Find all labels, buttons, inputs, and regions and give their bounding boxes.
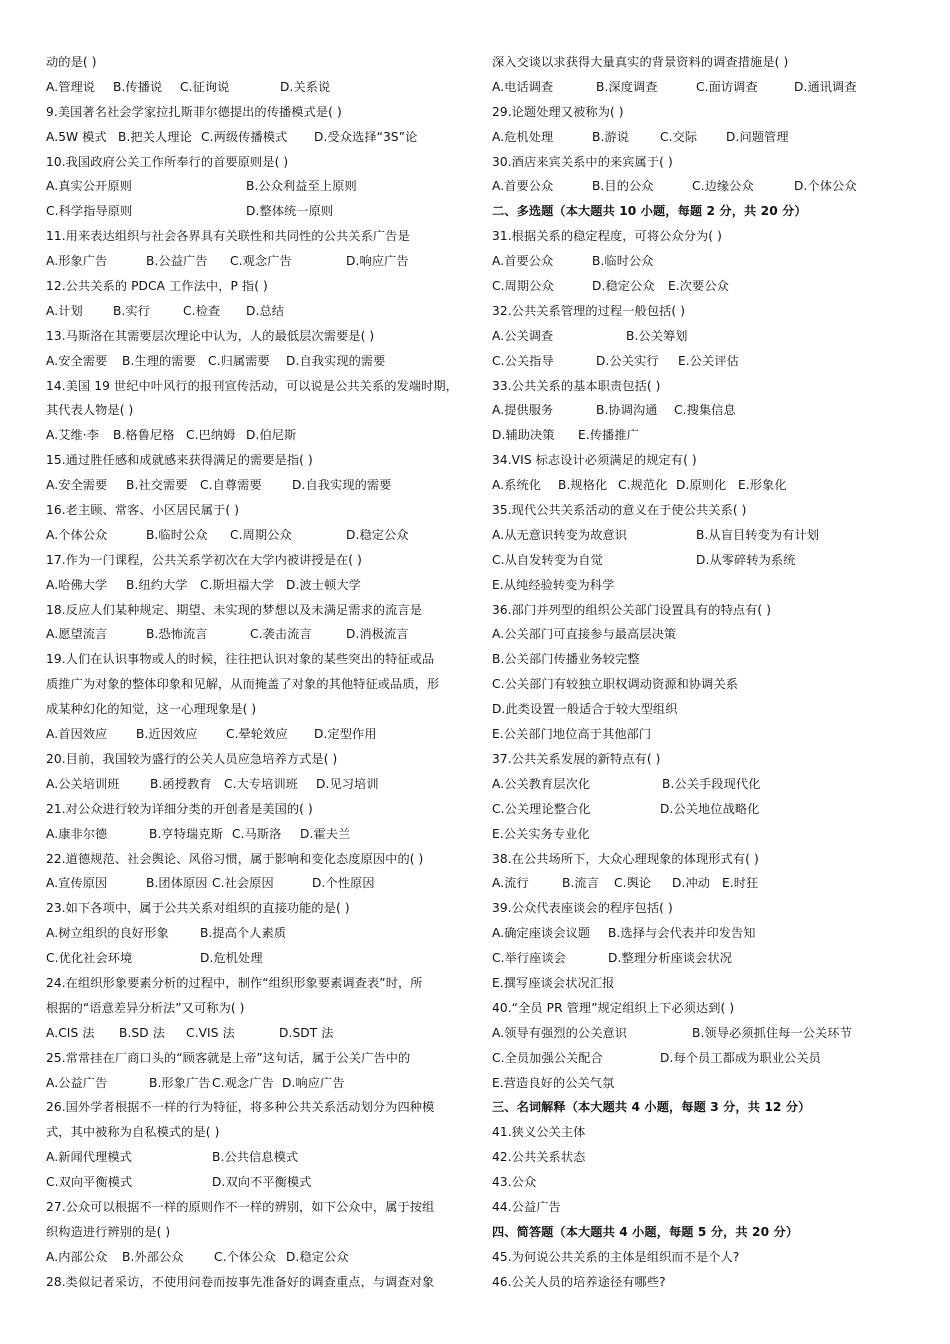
answer-option: E.次要公众: [668, 279, 729, 294]
answer-option: A.首要公众: [492, 179, 554, 194]
question-text-line: [46, 697, 470, 722]
line-text: 29.论题处理又被称为( ): [492, 104, 624, 119]
line-text: 动的是( ): [46, 55, 97, 69]
answer-option: B.把关人理论: [118, 129, 192, 144]
question-text-line: [492, 50, 916, 75]
line-text: 34.VIS 标志设计必须满足的规定有( ): [492, 453, 697, 468]
line-text: 42.公共关系状态: [492, 1150, 586, 1165]
answer-option: D.个体公众: [794, 179, 857, 194]
line-text: A.公关部门可直接参与最高层决策: [492, 627, 677, 642]
answer-option: C.个体公众: [214, 1249, 276, 1264]
line-text: 20.目前，我国较为盛行的公关人员应急培养方式是( ): [46, 751, 338, 766]
answer-option: E.形象化: [738, 478, 787, 493]
answer-option: A.艾维·李: [46, 428, 100, 443]
line-text: 19.人们在认识事物或人的时候，往往把认识对象的某些突出的特征或品: [46, 652, 435, 667]
line-text: 其代表人物是( ): [46, 403, 134, 418]
question-text-line: [492, 573, 916, 598]
answer-option: C.归属需要: [208, 353, 270, 368]
answer-option: A.5W 模式: [46, 129, 107, 144]
answer-option: C.交际: [660, 129, 698, 144]
answer-option: A.计划: [46, 303, 83, 318]
answer-option: C.斯坦福大学: [200, 577, 275, 592]
answer-option: B.公关手段现代化: [662, 776, 761, 791]
answer-option: A.CIS 法: [46, 1025, 95, 1040]
answer-option: B.流言: [562, 876, 600, 891]
answer-option: C.观念广告: [212, 1075, 274, 1090]
answer-option: A.新闻代理模式: [46, 1150, 132, 1165]
section-heading: [492, 1220, 916, 1245]
line-text: 式，其中被称为自私模式的是( ): [46, 1125, 220, 1140]
line-text: E.撰写座谈会状况汇报: [492, 975, 615, 990]
question-text-line: [46, 797, 470, 822]
answer-option: B.规格化: [558, 478, 608, 493]
question-text-line: [492, 299, 916, 324]
answer-option: B.公众利益至上原则: [246, 179, 357, 194]
line-text: 46.公关人员的培养途径有哪些?: [492, 1274, 666, 1289]
question-text-line: [492, 647, 916, 672]
answer-option: C.举行座谈会: [492, 951, 567, 966]
question-text-line: [492, 374, 916, 399]
line-text: 13.马斯洛在其需要层次理论中认为，人的最低层次需要是( ): [46, 328, 375, 343]
line-text: 四、简答题（本大题共 4 小题，每题 5 分，共 20 分）: [492, 1224, 799, 1239]
question-text-line: [492, 822, 916, 847]
line-text: 27.公众可以根据不一样的原则作不一样的辨别，如下公众中，属于按组: [46, 1199, 435, 1214]
answer-option: D.原则化: [676, 478, 727, 493]
option-row: [46, 871, 470, 896]
line-text: 40.“全员 PR 管理”规定组织上下必须达到( ): [492, 1000, 735, 1015]
option-row: [46, 349, 470, 374]
section-heading: [492, 199, 916, 224]
line-text: 41.狭义公关主体: [492, 1125, 586, 1140]
answer-option: B.函授教育: [150, 776, 212, 791]
answer-option: B.游说: [592, 129, 630, 144]
line-text: 16.老主顾、常客、小区居民属于( ): [46, 503, 240, 518]
question-text-line: [492, 1071, 916, 1096]
option-row: [46, 822, 470, 847]
question-text-line: [492, 996, 916, 1021]
answer-option: B.亨特瑞克斯: [149, 826, 223, 841]
option-row: [492, 125, 916, 150]
answer-option: A.康非尔德: [46, 826, 108, 841]
answer-option: D.辅助决策: [492, 428, 555, 443]
answer-option: B.实行: [113, 303, 151, 318]
answer-option: D.个性原因: [312, 876, 375, 891]
line-text: 30.酒店来宾关系中的来宾属于( ): [492, 154, 673, 169]
answer-option: A.公关调查: [492, 328, 554, 343]
line-text: 35.现代公共关系活动的意义在于使公共关系( ): [492, 503, 747, 518]
question-text-line: [46, 498, 470, 523]
question-text-line: [492, 1120, 916, 1145]
line-text: 36.部门并列型的组织公关部门设置具有的特点有( ): [492, 602, 772, 617]
answer-option: C.公关理论整合化: [492, 801, 591, 816]
question-text-line: [46, 1120, 470, 1145]
option-row: [46, 473, 470, 498]
line-text: 32.公共关系管理的过程一般包括( ): [492, 303, 686, 318]
option-row: [46, 423, 470, 448]
option-row: [46, 921, 470, 946]
option-row: [492, 871, 916, 896]
answer-option: C.公关指导: [492, 353, 554, 368]
question-text-line: [46, 224, 470, 249]
line-text: E.营造良好的公关气氛: [492, 1075, 615, 1090]
answer-option: D.消极流言: [346, 627, 409, 642]
question-text-line: [492, 1170, 916, 1195]
option-row: [46, 1170, 470, 1195]
line-text: 45.为何说公共关系的主体是组织而不是个人?: [492, 1249, 740, 1264]
line-text: 26.国外学者根据不一样的行为特征，将多种公共关系活动划分为四种模: [46, 1100, 435, 1115]
line-text: 18.反应人们某种规定、期望、未实现的梦想以及未满足需求的流言是: [46, 602, 423, 617]
option-row: [492, 921, 916, 946]
option-row: [46, 1145, 470, 1170]
answer-option: B.公关筹划: [626, 328, 688, 343]
answer-option: A.领导有强烈的公关意识: [492, 1025, 628, 1040]
line-text: C.公关部门有较独立职权调动资源和协调关系: [492, 677, 739, 692]
answer-option: D.每个员工都成为职业公关员: [660, 1050, 821, 1065]
answer-option: A.危机处理: [492, 129, 554, 144]
answer-option: D.问题管理: [726, 129, 789, 144]
question-text-line: [46, 1220, 470, 1245]
answer-option: D.双向不平衡模式: [212, 1175, 312, 1190]
answer-option: C.观念广告: [230, 254, 292, 269]
answer-option: A.流行: [492, 876, 529, 891]
line-text: 37.公共关系发展的新特点有( ): [492, 751, 661, 766]
answer-option: B.深度调查: [596, 79, 658, 94]
answer-option: D.公关地位战略化: [660, 801, 760, 816]
answer-option: B.传播说: [113, 79, 163, 94]
answer-option: D.关系说: [280, 79, 331, 94]
answer-option: B.协调沟通: [596, 403, 658, 418]
answer-option: C.边缘公众: [692, 179, 754, 194]
question-text-line: [46, 100, 470, 125]
answer-option: B.选择与会代表并印发告知: [608, 926, 756, 941]
option-row: [46, 75, 470, 100]
option-row: [46, 622, 470, 647]
answer-option: A.安全需要: [46, 478, 108, 493]
answer-option: C.VIS 法: [186, 1025, 235, 1040]
line-text: 31.根据关系的稳定程度，可将公众分为( ): [492, 229, 722, 244]
question-text-line: [46, 1046, 470, 1071]
answer-option: C.搜集信息: [674, 403, 736, 418]
answer-option: C.面访调查: [696, 79, 758, 94]
answer-option: C.全员加强公关配合: [492, 1050, 603, 1065]
answer-option: A.公关教育层次化: [492, 776, 591, 791]
option-row: [492, 1046, 916, 1071]
answer-option: D.响应广告: [346, 254, 409, 269]
answer-option: C.双向平衡模式: [46, 1175, 133, 1190]
question-text-line: [492, 672, 916, 697]
answer-option: C.晕轮效应: [226, 727, 288, 742]
option-row: [492, 772, 916, 797]
question-text-line: [492, 598, 916, 623]
line-text: 二、多选题（本大题共 10 小题，每题 2 分，共 20 分）: [492, 204, 807, 219]
question-text-line: [492, 1195, 916, 1220]
line-text: 11.用来表达组织与社会各界具有关联性和共同性的公共关系广告是: [46, 229, 410, 244]
answer-option: A.系统化: [492, 478, 542, 493]
answer-option: A.愿望流言: [46, 627, 108, 642]
option-row: [46, 199, 470, 224]
answer-option: D.公关实行: [596, 353, 659, 368]
answer-option: B.公益广告: [146, 254, 208, 269]
answer-option: C.征询说: [180, 79, 230, 94]
answer-option: A.哈佛大学: [46, 577, 108, 592]
question-text-line: [492, 971, 916, 996]
answer-option: B.生理的需要: [122, 353, 196, 368]
option-row: [492, 274, 916, 299]
answer-option: D.稳定公众: [286, 1249, 349, 1264]
answer-option: D.总结: [246, 303, 285, 318]
line-text: 22.道德规范、社会舆论、风俗习惯，属于影响和变化态度原因中的( ): [46, 851, 424, 866]
answer-option: B.提高个人素质: [200, 926, 287, 941]
answer-option: E.传播推广: [578, 428, 639, 443]
question-text-line: [492, 448, 916, 473]
answer-option: B.团体原因: [146, 876, 208, 891]
answer-option: C.巴纳姆: [186, 428, 236, 443]
answer-option: B.SD 法: [119, 1025, 166, 1040]
question-text-line: [492, 498, 916, 523]
question-text-line: [492, 896, 916, 921]
answer-option: C.马斯洛: [232, 826, 282, 841]
line-text: 39.公众代表座谈会的程序包括( ): [492, 901, 673, 916]
answer-option: A.公关培训班: [46, 776, 120, 791]
question-text-line: [46, 996, 470, 1021]
line-text: 10.我国政府公关工作所奉行的首要原则是( ): [46, 154, 289, 169]
answer-option: D.定型作用: [314, 727, 377, 742]
question-text-line: [492, 697, 916, 722]
answer-option: D.稳定公众: [592, 279, 655, 294]
option-row: [46, 523, 470, 548]
line-text: B.公关部门传播业务较完整: [492, 652, 640, 667]
question-text-line: [492, 1245, 916, 1270]
answer-option: B.公共信息模式: [212, 1150, 299, 1165]
option-row: [46, 1071, 470, 1096]
answer-option: D.受众选择“3S”论: [314, 129, 418, 144]
answer-option: B.临时公众: [146, 527, 208, 542]
option-row: [46, 772, 470, 797]
line-text: 织构造进行辨别的是( ): [46, 1224, 171, 1239]
line-text: 15.通过胜任感和成就感来获得满足的需要是指( ): [46, 453, 313, 468]
question-text-line: [46, 374, 470, 399]
answer-option: A.真实公开原则: [46, 179, 132, 194]
line-text: D.此类设置一般适合于较大型组织: [492, 702, 678, 717]
question-text-line: [46, 847, 470, 872]
option-row: [492, 946, 916, 971]
question-text-line: [46, 274, 470, 299]
line-text: 成某种幻化的知觉，这一心理现象是( ): [46, 702, 257, 717]
answer-option: C.从自发转变为自觉: [492, 552, 603, 567]
option-row: [492, 1021, 916, 1046]
answer-option: E.公关评估: [678, 353, 739, 368]
option-row: [492, 523, 916, 548]
answer-option: C.袭击流言: [250, 627, 312, 642]
answer-option: A.形象广告: [46, 254, 108, 269]
question-text-line: [46, 448, 470, 473]
line-text: 44.公益广告: [492, 1199, 561, 1214]
answer-option: D.整理分析座谈会状况: [608, 951, 733, 966]
answer-option: C.检查: [183, 303, 221, 318]
question-text-line: [492, 747, 916, 772]
line-text: 25.常常挂在厂商口头的“顾客就是上帝”这句话，属于公关广告中的: [46, 1050, 411, 1065]
option-row: [492, 398, 916, 423]
answer-option: D.从零碎转为系统: [696, 552, 796, 567]
answer-option: D.波士顿大学: [286, 577, 361, 592]
option-row: [492, 473, 916, 498]
line-text: E.公关部门地位高于其他部门: [492, 727, 652, 742]
answer-option: A.安全需要: [46, 353, 108, 368]
answer-option: A.公益广告: [46, 1075, 108, 1090]
answer-option: C.两级传播模式: [201, 129, 288, 144]
answer-option: B.从盲目转变为有计划: [696, 527, 820, 542]
option-row: [492, 548, 916, 573]
line-text: E.公关实务专业化: [492, 826, 590, 841]
answer-option: D.通讯调查: [794, 79, 857, 94]
answer-option: E.时狂: [722, 876, 759, 891]
answer-option: B.临时公众: [592, 254, 654, 269]
line-text: 38.在公共场所下，大众心理现象的体现形式有( ): [492, 851, 759, 866]
option-row: [492, 174, 916, 199]
question-text-line: [46, 971, 470, 996]
question-text-line: [492, 224, 916, 249]
line-text: 17.作为一门课程，公共关系学初次在大学内被讲授是在( ): [46, 552, 362, 567]
answer-option: B.恐怖流言: [146, 627, 208, 642]
question-text-line: [492, 150, 916, 175]
line-text: 9.美国著名社会学家拉扎斯菲尔德提出的传播模式是( ): [46, 104, 342, 119]
option-row: [46, 1021, 470, 1046]
answer-option: C.大专培训班: [224, 776, 299, 791]
question-text-line: [492, 1145, 916, 1170]
line-text: E.从纯经验转变为科学: [492, 577, 615, 592]
answer-option: A.提供服务: [492, 403, 554, 418]
option-row: [46, 174, 470, 199]
answer-option: D.稳定公众: [346, 527, 409, 542]
answer-option: C.科学指导原则: [46, 204, 133, 219]
line-text: 28.类似记者采访，不使用问卷而按事先准备好的调查重点，与调查对象: [46, 1274, 435, 1289]
line-text: 24.在组织形象要素分析的过程中，制作“组织形象要素调查表”时，所: [46, 975, 423, 990]
answer-option: B.社交需要: [126, 478, 188, 493]
answer-option: C.周期公众: [492, 279, 554, 294]
answer-option: C.自尊需要: [200, 478, 262, 493]
answer-option: A.个体公众: [46, 527, 108, 542]
answer-option: A.树立组织的良好形象: [46, 926, 169, 941]
answer-option: D.见习培训: [316, 776, 379, 791]
question-text-line: [492, 622, 916, 647]
answer-option: A.内部公众: [46, 1249, 108, 1264]
option-row: [46, 125, 470, 150]
question-text-line: [46, 150, 470, 175]
answer-option: B.纽约大学: [126, 577, 188, 592]
answer-option: D.自我实现的需要: [292, 478, 392, 493]
question-text-line: [46, 324, 470, 349]
option-row: [46, 249, 470, 274]
section-heading: [492, 1095, 916, 1120]
answer-option: D.响应广告: [282, 1075, 345, 1090]
answer-option: A.宣传原因: [46, 876, 108, 891]
answer-option: C.舆论: [614, 876, 652, 891]
answer-option: B.领导必须抓住每一公关环节: [692, 1025, 852, 1040]
answer-option: A.电话调查: [492, 79, 554, 94]
question-text-line: [46, 1195, 470, 1220]
answer-option: D.霍夫兰: [300, 826, 351, 841]
right-column: [492, 50, 916, 1295]
option-row: [492, 423, 916, 448]
question-text-line: [492, 722, 916, 747]
answer-option: B.格鲁尼格: [113, 428, 175, 443]
option-row: [46, 1245, 470, 1270]
line-text: 质推广为对象的整体印象和见解，从而掩盖了对象的其他特征或品质，形: [46, 677, 440, 692]
answer-option: D.伯尼斯: [246, 428, 297, 443]
answer-option: B.外部公众: [122, 1249, 184, 1264]
option-row: [492, 349, 916, 374]
line-text: 23.如下各项中，属于公共关系对组织的直接功能的是( ): [46, 901, 350, 916]
answer-option: D.冲动: [672, 876, 711, 891]
option-row: [492, 75, 916, 100]
answer-option: A.确定座谈会议题: [492, 926, 591, 941]
answer-option: C.周期公众: [230, 527, 292, 542]
answer-option: C.优化社会环境: [46, 951, 133, 966]
answer-option: A.从无意识转变为故意识: [492, 527, 628, 542]
answer-option: D.SDT 法: [279, 1025, 334, 1040]
answer-option: B.形象广告: [149, 1075, 211, 1090]
line-text: 43.公众: [492, 1175, 537, 1190]
question-text-line: [492, 100, 916, 125]
question-text-line: [46, 896, 470, 921]
line-text: 深入交谈以求获得大量真实的背景资料的调查措施是( ): [492, 55, 789, 69]
answer-option: B.目的公众: [592, 179, 654, 194]
answer-option: C.规范化: [618, 478, 668, 493]
question-text-line: [46, 672, 470, 697]
line-text: 21.对公众进行较为详细分类的开创者是美国的( ): [46, 801, 313, 816]
question-text-line: [492, 1270, 916, 1295]
answer-option: A.首因效应: [46, 727, 108, 742]
question-text-line: [46, 598, 470, 623]
line-text: 14.美国 19 世纪中叶风行的报刊宣传活动，可以说是公共关系的发端时期，: [46, 378, 458, 393]
option-row: [46, 573, 470, 598]
line-text: 根据的“语意差异分析法”又可称为( ): [46, 1000, 245, 1015]
answer-option: C.社会原因: [212, 876, 274, 891]
option-row: [46, 299, 470, 324]
answer-option: D.整体统一原则: [246, 204, 334, 219]
option-row: [492, 249, 916, 274]
answer-option: A.管理说: [46, 79, 96, 94]
question-text-line: [46, 50, 470, 75]
option-row: [492, 797, 916, 822]
left-column: [46, 50, 470, 1295]
option-row: [46, 722, 470, 747]
answer-option: D.自我实现的需要: [286, 353, 386, 368]
question-text-line: [46, 1095, 470, 1120]
option-row: [46, 946, 470, 971]
line-text: 33.公共关系的基本职责包括( ): [492, 378, 661, 393]
answer-option: A.首要公众: [492, 254, 554, 269]
question-text-line: [46, 1270, 470, 1295]
question-text-line: [46, 398, 470, 423]
line-text: 三、名词解释（本大题共 4 小题，每题 3 分，共 12 分）: [492, 1100, 811, 1115]
question-text-line: [46, 548, 470, 573]
question-text-line: [492, 847, 916, 872]
question-text-line: [46, 747, 470, 772]
question-text-line: [46, 647, 470, 672]
answer-option: D.危机处理: [200, 951, 263, 966]
option-row: [492, 324, 916, 349]
answer-option: B.近因效应: [136, 727, 198, 742]
line-text: 12.公共关系的 PDCA 工作法中，P 指( ): [46, 279, 268, 294]
